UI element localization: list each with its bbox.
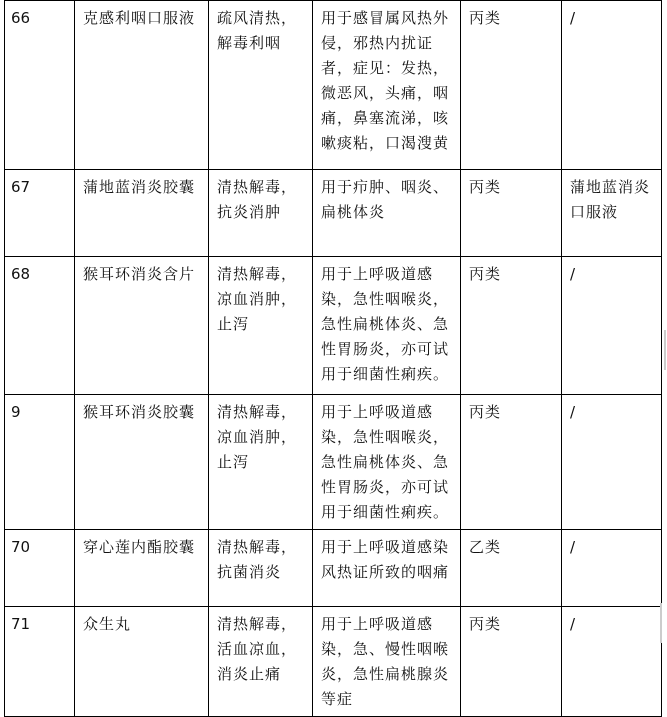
row-number: 66 xyxy=(11,9,31,27)
drug-indication-cell xyxy=(313,395,461,530)
table-row xyxy=(5,607,662,717)
drug-effect-cell xyxy=(209,607,313,717)
row-number: 71 xyxy=(11,615,31,633)
table-row xyxy=(5,257,662,395)
table-row xyxy=(5,1,662,170)
drug-remark: / xyxy=(570,9,577,27)
drug-effect: 清热解毒，活血凉血，消炎止痛 xyxy=(217,615,298,683)
row-number: 67 xyxy=(11,178,31,196)
drug-indication-cell xyxy=(313,170,461,257)
drug-name: 穿心莲内酯胶囊 xyxy=(83,538,196,556)
drug-effect-cell xyxy=(209,257,313,395)
drug-category-cell xyxy=(461,530,562,607)
drug-remark-cell xyxy=(562,170,662,257)
drug-indication: 用于疖肿、咽炎、扁桃体炎 xyxy=(321,178,450,221)
drug-name-cell xyxy=(75,395,209,530)
drug-name-cell xyxy=(75,607,209,717)
drug-remark: / xyxy=(570,615,577,633)
drug-indication: 用于上呼吸道感染风热证所致的咽痛 xyxy=(321,538,450,581)
drug-effect: 疏风清热，解毒利咽 xyxy=(217,9,298,52)
row-number: 68 xyxy=(11,265,31,283)
drug-name: 众生丸 xyxy=(83,615,132,633)
table-row xyxy=(5,530,662,607)
row-number-cell xyxy=(5,530,75,607)
drug-indication-cell xyxy=(313,530,461,607)
drug-indication: 用于上呼吸道感染，急性咽喉炎，急性扁桃体炎、急性胃肠炎，亦可试用于细菌性痢疾。 xyxy=(321,265,450,383)
row-number: 9 xyxy=(11,403,21,421)
drug-name: 蒲地蓝消炎胶囊 xyxy=(83,178,196,196)
drug-category-cell xyxy=(461,257,562,395)
row-number-cell xyxy=(5,607,75,717)
drug-remark-cell xyxy=(562,607,662,717)
drug-effect: 清热解毒，抗炎消肿 xyxy=(217,178,298,221)
drug-category-cell xyxy=(461,607,562,717)
drug-category: 丙类 xyxy=(469,265,502,283)
drug-category-cell xyxy=(461,395,562,530)
drug-table xyxy=(4,0,662,717)
drug-name: 猴耳环消炎胶囊 xyxy=(83,403,196,421)
drug-effect: 清热解毒，凉血消肿，止泻 xyxy=(217,265,298,333)
drug-indication-cell xyxy=(313,607,461,717)
drug-effect-cell xyxy=(209,170,313,257)
drug-remark-cell xyxy=(562,257,662,395)
drug-remark-cell xyxy=(562,395,662,530)
drug-category: 丙类 xyxy=(469,403,502,421)
drug-remark: / xyxy=(570,538,577,556)
drug-effect: 清热解毒，抗菌消炎 xyxy=(217,538,298,581)
drug-remark-cell xyxy=(562,530,662,607)
drug-effect-cell xyxy=(209,1,313,170)
row-number-cell xyxy=(5,1,75,170)
drug-remark: / xyxy=(570,265,577,283)
drug-effect-cell xyxy=(209,395,313,530)
drug-category-cell xyxy=(461,1,562,170)
drug-effect: 清热解毒，凉血消肿，止泻 xyxy=(217,403,298,471)
drug-remark: 蒲地蓝消炎口服液 xyxy=(570,178,651,221)
drug-name-cell xyxy=(75,530,209,607)
row-number: 70 xyxy=(11,538,31,556)
drug-indication-cell xyxy=(313,1,461,170)
drug-remark: / xyxy=(570,403,577,421)
drug-indication: 用于上呼吸道感染，急、慢性咽喉炎，急性扁桃腺炎等症 xyxy=(321,615,450,708)
row-number-cell xyxy=(5,395,75,530)
edge-marker xyxy=(660,603,662,643)
row-number-cell xyxy=(5,257,75,395)
drug-effect-cell xyxy=(209,530,313,607)
drug-category: 乙类 xyxy=(469,538,502,556)
table-row xyxy=(5,170,662,257)
row-number-cell xyxy=(5,170,75,257)
drug-category: 丙类 xyxy=(469,615,502,633)
table-row xyxy=(5,395,662,530)
drug-indication-cell xyxy=(313,257,461,395)
drug-indication: 用于感冒属风热外侵，邪热内扰证者，症见：发热，微恶风，头痛，咽痛，鼻塞流涕，咳嗽痰粘，口渴溲黄 xyxy=(321,9,450,152)
drug-indication: 用于上呼吸道感染，急性咽喉炎，急性扁桃体炎、急性胃肠炎，亦可试用于细菌性痢疾。 xyxy=(321,403,450,521)
drug-remark-cell xyxy=(562,1,662,170)
drug-name-cell xyxy=(75,257,209,395)
drug-category-cell xyxy=(461,170,562,257)
drug-category: 丙类 xyxy=(469,178,502,196)
drug-category: 丙类 xyxy=(469,9,502,27)
drug-name-cell xyxy=(75,170,209,257)
drug-name: 猴耳环消炎含片 xyxy=(83,265,196,283)
drug-name: 克感利咽口服液 xyxy=(83,9,196,27)
edge-marker xyxy=(664,330,666,370)
drug-name-cell xyxy=(75,1,209,170)
